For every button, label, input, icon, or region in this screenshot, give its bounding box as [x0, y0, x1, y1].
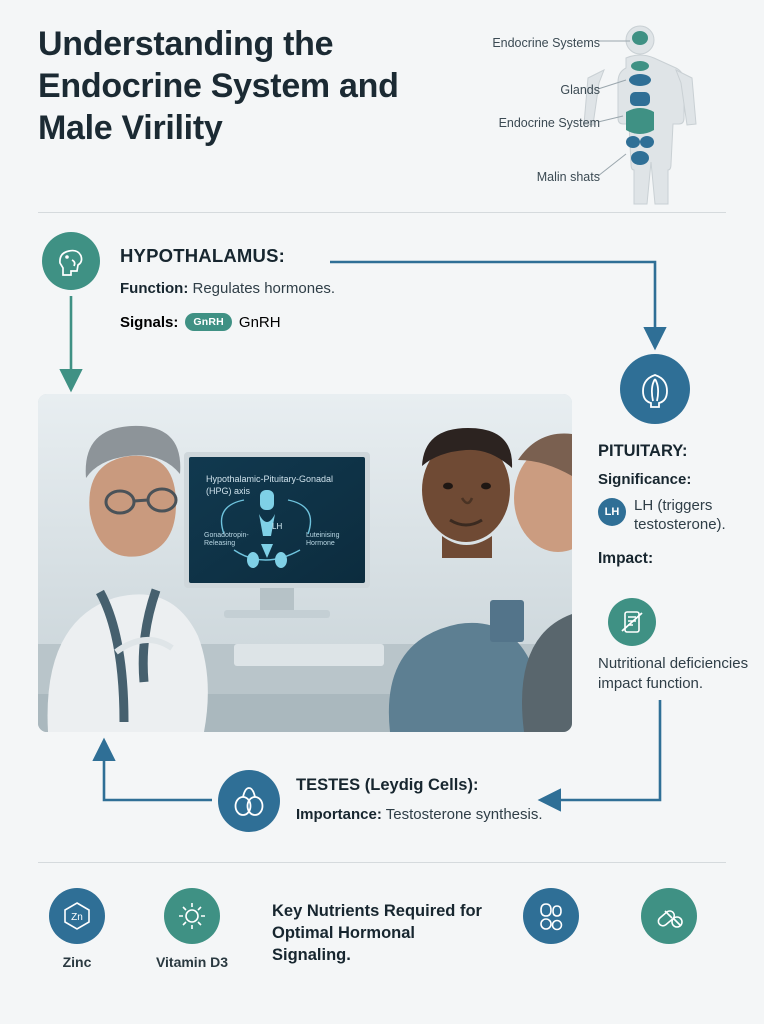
hypothalamus-signals-label: Signals: [120, 313, 179, 331]
testes-importance-row [296, 806, 626, 823]
body-label-endocrine-system: Endocrine System [498, 116, 600, 130]
gnrh-badge: GnRH [185, 313, 232, 331]
hypothalamus-signals-row [120, 313, 370, 331]
sun-vitamin-d-icon [164, 888, 220, 944]
pituitary-significance-label: Significance: [598, 471, 692, 488]
body-label-malin-shats: Malin shats [536, 170, 600, 184]
header [0, 0, 764, 214]
testes-icon [218, 770, 280, 832]
pituitary-heading: PITUITARY: [598, 442, 688, 460]
hypothalamus-signals-value: GnRH [238, 313, 281, 331]
hypothalamus-icon [42, 232, 100, 290]
svg-text:Releasing: Releasing [204, 540, 236, 547]
hypothalamus-function-label: Function: [120, 280, 189, 297]
pituitary-text-block [598, 442, 748, 568]
testes-heading: TESTES (Leydig Cells): [296, 776, 479, 794]
testes-importance-text: Testosterone synthesis. [381, 806, 543, 823]
pituitary-gland-icon [620, 354, 690, 424]
zinc-hexagon-icon [49, 888, 105, 944]
svg-text:Hypothalamic-Pituitary-Gonadal: Hypothalamic-Pituitary-Gonadal [206, 474, 334, 484]
pills-capsule-icon [523, 888, 579, 944]
hypothalamus-heading: HYPOTHALAMUS: [120, 245, 285, 266]
footer-divider [38, 862, 726, 863]
testes-importance-label: Importance: [296, 806, 382, 823]
nutrient-item-zinc [44, 888, 110, 970]
hypothalamus-function-row [120, 279, 370, 299]
pituitary-impact-label: Impact: [598, 550, 654, 568]
body-label-endocrine-systems: Endocrine Systems [492, 36, 600, 50]
capsule-supplement-icon [641, 888, 697, 944]
lh-badge: LH [598, 498, 626, 526]
svg-text:LH: LH [272, 522, 283, 531]
nutrient-item-supplement [636, 888, 702, 954]
nutrients-heading: Key Nutrients Required for Optimal Hormonal Signaling. [272, 902, 482, 965]
pituitary-lh-text: LH (triggers testosterone). [634, 497, 726, 534]
nutrient-item-pills [518, 888, 584, 954]
page-title: Understanding the Endocrine System and Male Virility [38, 25, 399, 147]
header-divider [38, 212, 726, 213]
svg-text:Zn: Zn [71, 912, 83, 923]
body-label-glands: Glands [560, 83, 600, 97]
pituitary-impact-text: Nutritional deficiencies impact function. [598, 655, 749, 693]
testes-text-block [296, 776, 626, 823]
nutrient-item-vitamin-d3 [142, 888, 242, 970]
doctor-patient-consultation-photo [38, 394, 572, 732]
hypothalamus-function-text: Regulates hormones. [188, 280, 336, 297]
nutrition-deficiency-icon [608, 598, 656, 646]
hypothalamus-text-block [120, 245, 370, 331]
pituitary-lh-row [598, 496, 748, 534]
svg-text:(HPG) axis: (HPG) axis [206, 486, 251, 496]
nutrient-label-zinc: Zinc [62, 954, 92, 970]
svg-text:Gonadotropin-: Gonadotropin- [204, 532, 249, 539]
svg-text:Hormone: Hormone [306, 540, 335, 547]
body-silhouette-diagram [480, 18, 730, 208]
svg-text:Luteinising: Luteinising [306, 532, 340, 539]
nutrient-label-vitamin-d3: Vitamin D3 [155, 954, 229, 970]
